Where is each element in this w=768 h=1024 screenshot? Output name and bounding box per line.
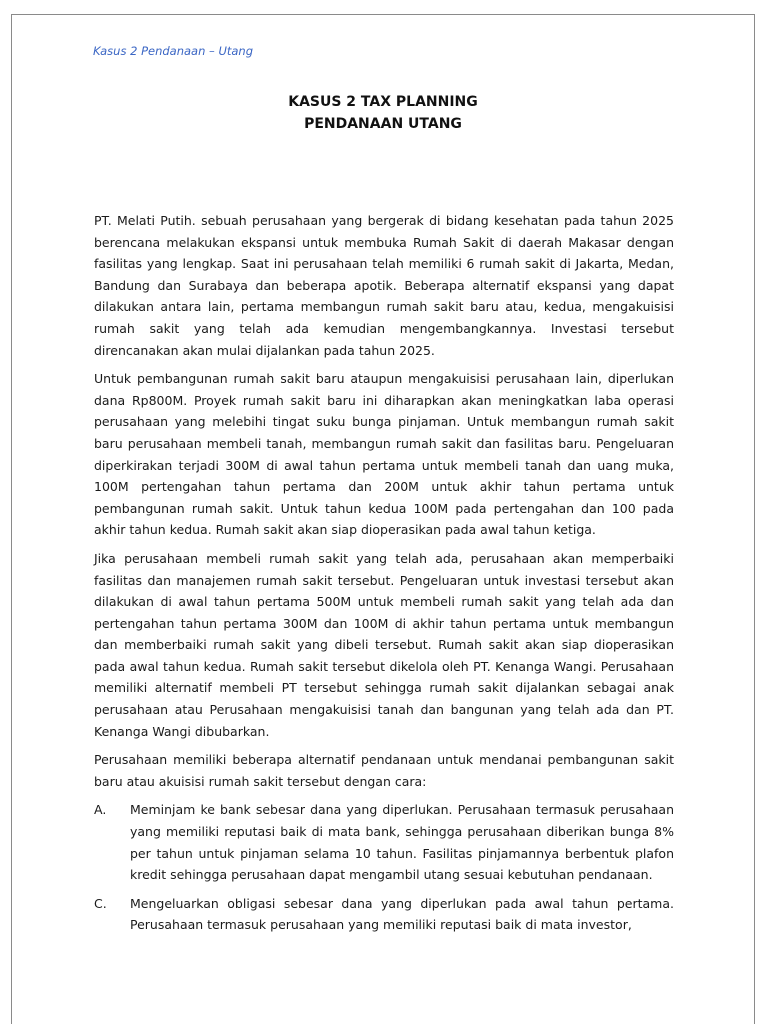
- list-item-c: [94, 893, 674, 936]
- document-page: [11, 14, 755, 1024]
- list-item-a: [94, 799, 674, 885]
- list-marker: A.: [94, 802, 107, 818]
- running-header: Kasus 2 Pendanaan – Utang: [93, 44, 254, 58]
- document-body: [94, 210, 674, 943]
- list-marker: C.: [94, 895, 107, 911]
- list-text: Mengeluarkan obligasi sebesar dana yang diperlukan pada awal tahun pertama. Perusahaan termasuk perusahaan yang memiliki reputasi baik di mata investor,: [130, 895, 674, 933]
- list-text: Meminjam ke bank sebesar dana yang diperlukan. Perusahaan termasuk perusahaan yang memiliki reputasi baik di mata bank, sehingga perusahaan diberikan bunga 8% per tahun untuk pinjaman selama 10 tahun. Fasilitas pinjamannya berbentuk plafon kredit sehingga perusahaan dapat mengambil utang sesuai kebutuhan pendanaan.: [130, 802, 674, 883]
- title-line-1: KASUS 2 TAX PLANNING: [288, 94, 478, 110]
- paragraph-3: Jika perusahaan membeli rumah sakit yang telah ada, perusahaan akan memperbaiki fasilitas dan manajemen rumah sakit tersebut. Pengeluaran untuk investasi tersebut akan dilakukan di awal tahun pertama 500M untuk membeli rumah sakit yang telah ada dan pertengahan tahun pertama 300M dan 100M di akhir tahun pertama untuk membangun dan memberbaiki rumah sakit yang dibeli tersebut. Rumah sakit akan siap dioperasikan pada awal tahun kedua. Rumah sakit tersebut dikelola oleh PT. Kenanga Wangi. Perusahaan memiliki alternatif membeli PT tersebut sehingga rumah sakit dijalankan sebagai anak perusahaan atau Perusahaan mengakuisisi tanah dan bangunan yang telah ada dan PT. Kenanga Wangi dibubarkan.: [94, 550, 674, 739]
- paragraph-2: Untuk pembangunan rumah sakit baru ataupun mengakuisisi perusahaan lain, diperlukan dana Rp800M. Proyek rumah sakit baru ini diharapkan akan meningkatkan laba operasi perusahaan yang melebihi tingat suku bunga pinjaman. Untuk membangun rumah sakit baru perusahaan membeli tanah, membangun rumah sakit dan fasilitas baru. Pengeluaran diperkirakan terjadi 300M di awal tahun pertama untuk membeli tanah dan uang muka, 100M pertengahan tahun pertama dan 200M untuk akhir tahun pertama untuk pembangunan rumah sakit. Untuk tahun kedua 100M pada pertengahan dan 100 pada akhir tahun kedua. Rumah sakit akan siap dioperasikan pada awal tahun ketiga.: [94, 371, 674, 538]
- paragraph-4: Perusahaan memiliki beberapa alternatif pendanaan untuk mendanai pembangunan sakit baru atau akuisisi rumah sakit tersebut dengan cara:: [94, 752, 674, 789]
- document-title: [12, 91, 754, 135]
- paragraph-1: PT. Melati Putih. sebuah perusahaan yang bergerak di bidang kesehatan pada tahun 2025 berencana melakukan ekspansi untuk membuka Rumah Sakit di daerah Makasar dengan fasilitas yang lengkap. Saat ini perusahaan telah memiliki 6 rumah sakit di Jakarta, Medan, Bandung dan Surabaya dan beberapa apotik. Beberapa alternatif ekspansi yang dapat dilakukan antara lain, pertama membangun rumah sakit baru atau, kedua, mengakuisisi rumah sakit yang telah ada kemudian mengembangkannya. Investasi tersebut direncanakan akan mulai dijalankan pada tahun 2025.: [94, 213, 674, 358]
- title-line-2: PENDANAAN UTANG: [304, 116, 462, 132]
